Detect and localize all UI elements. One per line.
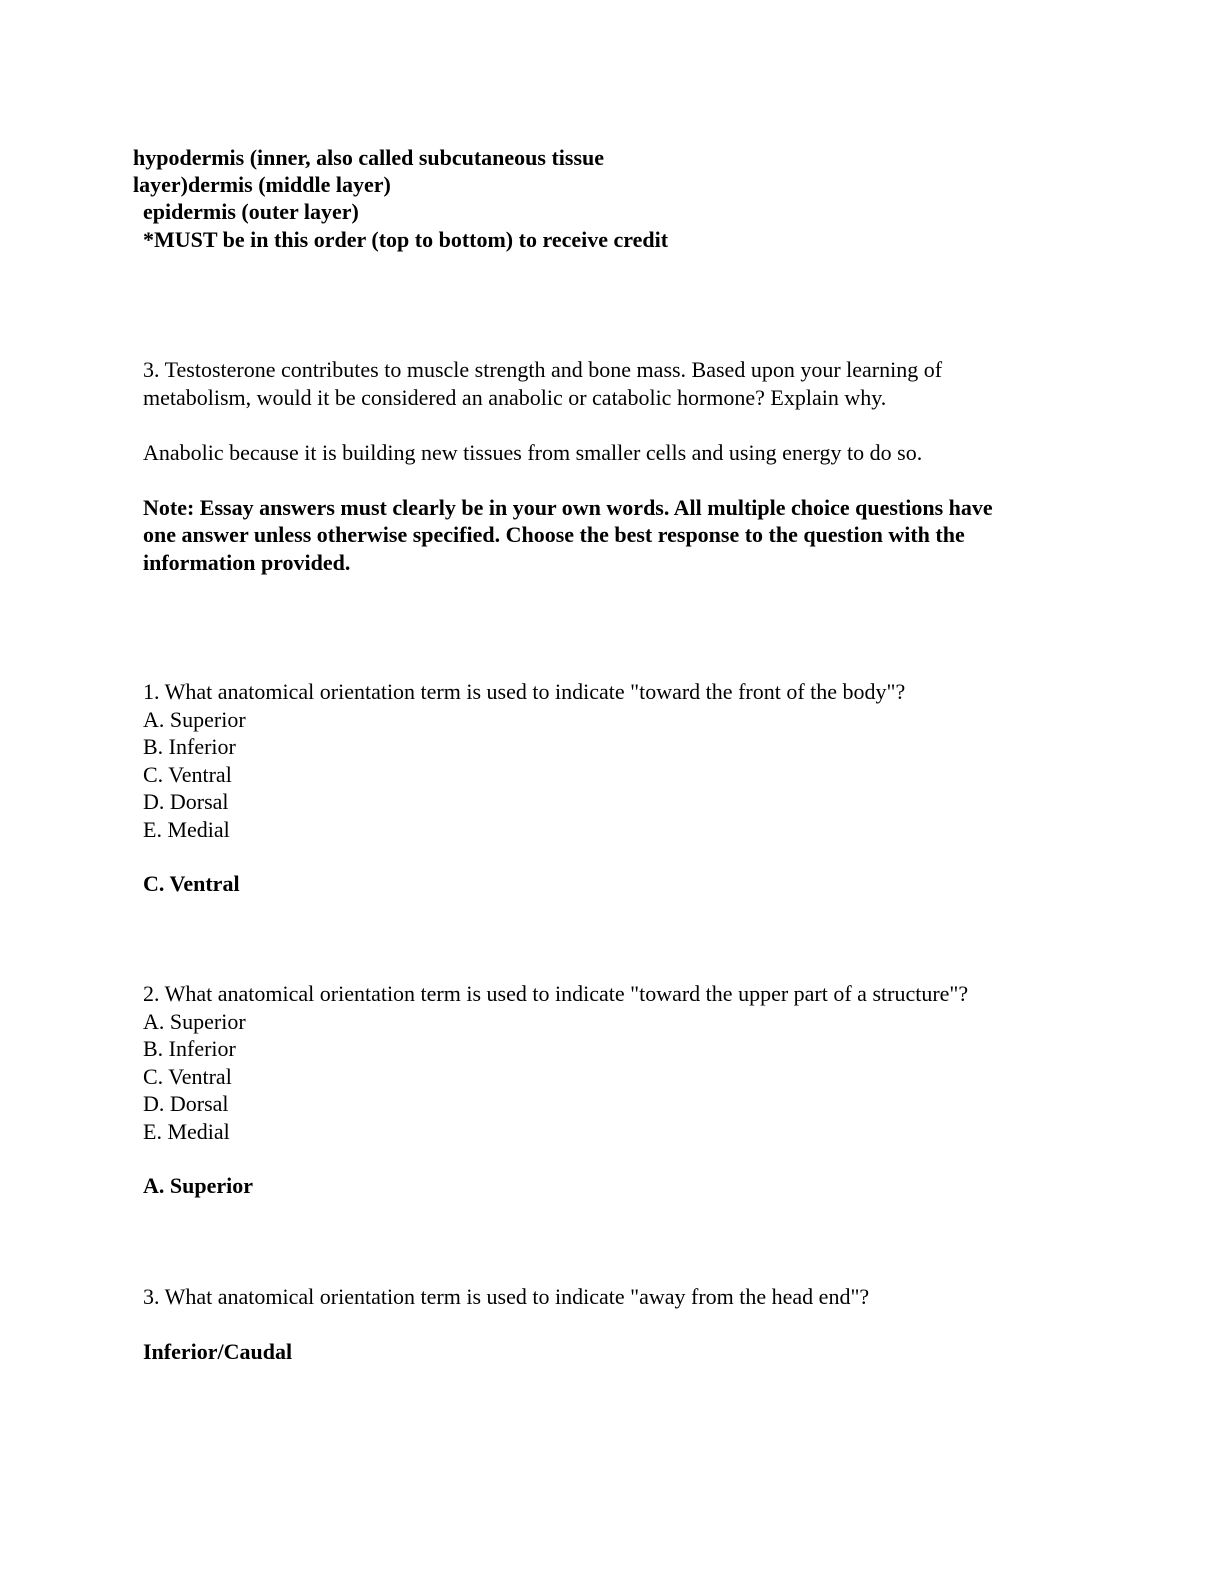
note-line-1: Note: Essay answers must clearly be in your own words. All multiple choice questions have [143, 495, 993, 520]
mc-q1-option-b: B. Inferior [143, 734, 236, 759]
mc-q1-option-e: E. Medial [143, 817, 230, 842]
order-requirement-note: *MUST be in this order (top to bottom) to receive credit [143, 227, 669, 252]
mc-q2-option-b: B. Inferior [143, 1036, 236, 1061]
mc-question-3: 3. What anatomical orientation term is used to indicate "away from the head end"? [143, 1284, 870, 1309]
mc-q1-answer: C. Ventral [143, 871, 240, 896]
essay-answer: Anabolic because it is building new tissues from smaller cells and using energy to do so. [143, 440, 923, 465]
note-line-3: information provided. [143, 550, 351, 575]
mc-q1-option-a: A. Superior [143, 707, 246, 732]
mc-q2-option-e: E. Medial [143, 1119, 230, 1144]
mc-question-2: 2. What anatomical orientation term is used to indicate "toward the upper part of a structure"? [143, 981, 969, 1006]
note-line-2: one answer unless otherwise specified. Choose the best response to the question with the [143, 522, 965, 547]
essay-question-line-2: metabolism, would it be considered an anabolic or catabolic hormone? Explain why. [143, 385, 887, 410]
mc-question-1: 1. What anatomical orientation term is used to indicate "toward the front of the body"? [143, 679, 906, 704]
skin-layer-line-2: layer)dermis (middle layer) [133, 172, 391, 197]
skin-layer-line-1: hypodermis (inner, also called subcutaneous tissue [133, 145, 605, 170]
skin-layer-line-3: epidermis (outer layer) [143, 199, 359, 224]
mc-q2-option-a: A. Superior [143, 1009, 246, 1034]
mc-q2-answer: A. Superior [143, 1173, 253, 1198]
essay-question-line-1: 3. Testosterone contributes to muscle strength and bone mass. Based upon your learning of [143, 357, 943, 382]
mc-q3-answer: Inferior/Caudal [143, 1339, 293, 1364]
mc-q2-option-c: C. Ventral [143, 1064, 232, 1089]
mc-q2-option-d: D. Dorsal [143, 1091, 229, 1116]
mc-q1-option-c: C. Ventral [143, 762, 232, 787]
mc-q1-option-d: D. Dorsal [143, 789, 229, 814]
